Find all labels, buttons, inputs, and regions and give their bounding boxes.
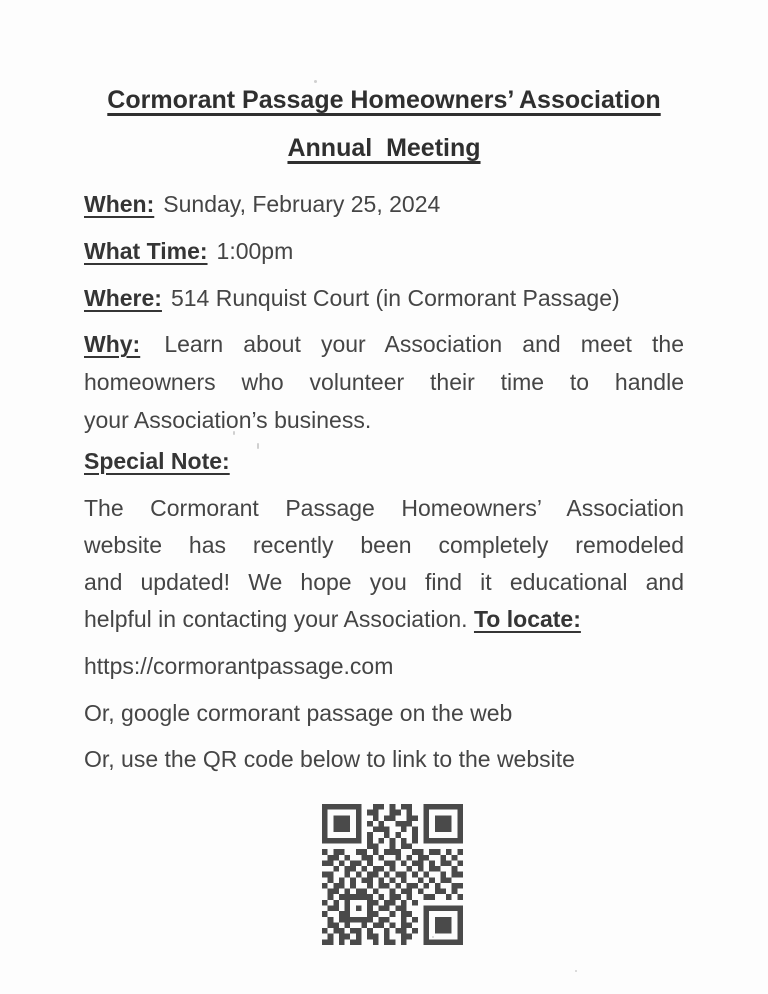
why-line-2: homeowners who volunteer their time to handle bbox=[84, 369, 684, 395]
website-url: https://cormorantpassage.com bbox=[84, 653, 394, 679]
to-locate-label: To locate: bbox=[473, 606, 581, 632]
time-label: What Time: bbox=[84, 238, 208, 264]
where-value: 514 Runquist Court (in Cormorant Passage) bbox=[170, 285, 620, 311]
time-line bbox=[84, 236, 684, 266]
why-line-1 bbox=[84, 325, 684, 363]
time-value: 1:00pm bbox=[216, 238, 294, 264]
note-line-1: The Cormorant Passage Homeowners’ Association bbox=[84, 495, 684, 521]
google-hint-line: Or, google cormorant passage on the web bbox=[84, 700, 513, 726]
note-line-4 bbox=[84, 601, 684, 638]
note-text-4: helpful in contacting your Association. bbox=[84, 606, 468, 632]
when-label: When: bbox=[84, 191, 155, 217]
scan-speck bbox=[314, 80, 317, 83]
why-text-1: Learn about your Association and meet the bbox=[164, 331, 685, 357]
special-note-heading bbox=[84, 446, 684, 476]
when-line bbox=[84, 189, 684, 219]
qr-code-image bbox=[322, 804, 463, 945]
special-note-paragraph bbox=[84, 490, 684, 638]
scan-speck bbox=[575, 970, 577, 972]
why-line-3: your Association’s business. bbox=[84, 407, 372, 433]
note-line-2: website has recently been completely remodeled bbox=[84, 532, 684, 558]
where-label: Where: bbox=[84, 285, 162, 311]
scan-speck bbox=[257, 443, 259, 449]
where-line bbox=[84, 283, 684, 313]
when-value: Sunday, February 25, 2024 bbox=[163, 191, 441, 217]
note-line-3: and updated! We hope you find it educational and bbox=[84, 569, 684, 595]
special-note-label: Special Note: bbox=[84, 448, 230, 474]
qr-code bbox=[322, 804, 463, 945]
scan-speck bbox=[233, 431, 235, 435]
why-label: Why: bbox=[84, 331, 141, 357]
scan-speck bbox=[432, 936, 434, 938]
flyer-subtitle: Annual Meeting bbox=[287, 134, 481, 162]
qr-hint-line: Or, use the QR code below to link to the website bbox=[84, 746, 575, 772]
flyer-title: Cormorant Passage Homeowners’ Association bbox=[107, 86, 661, 114]
why-paragraph bbox=[84, 325, 684, 439]
